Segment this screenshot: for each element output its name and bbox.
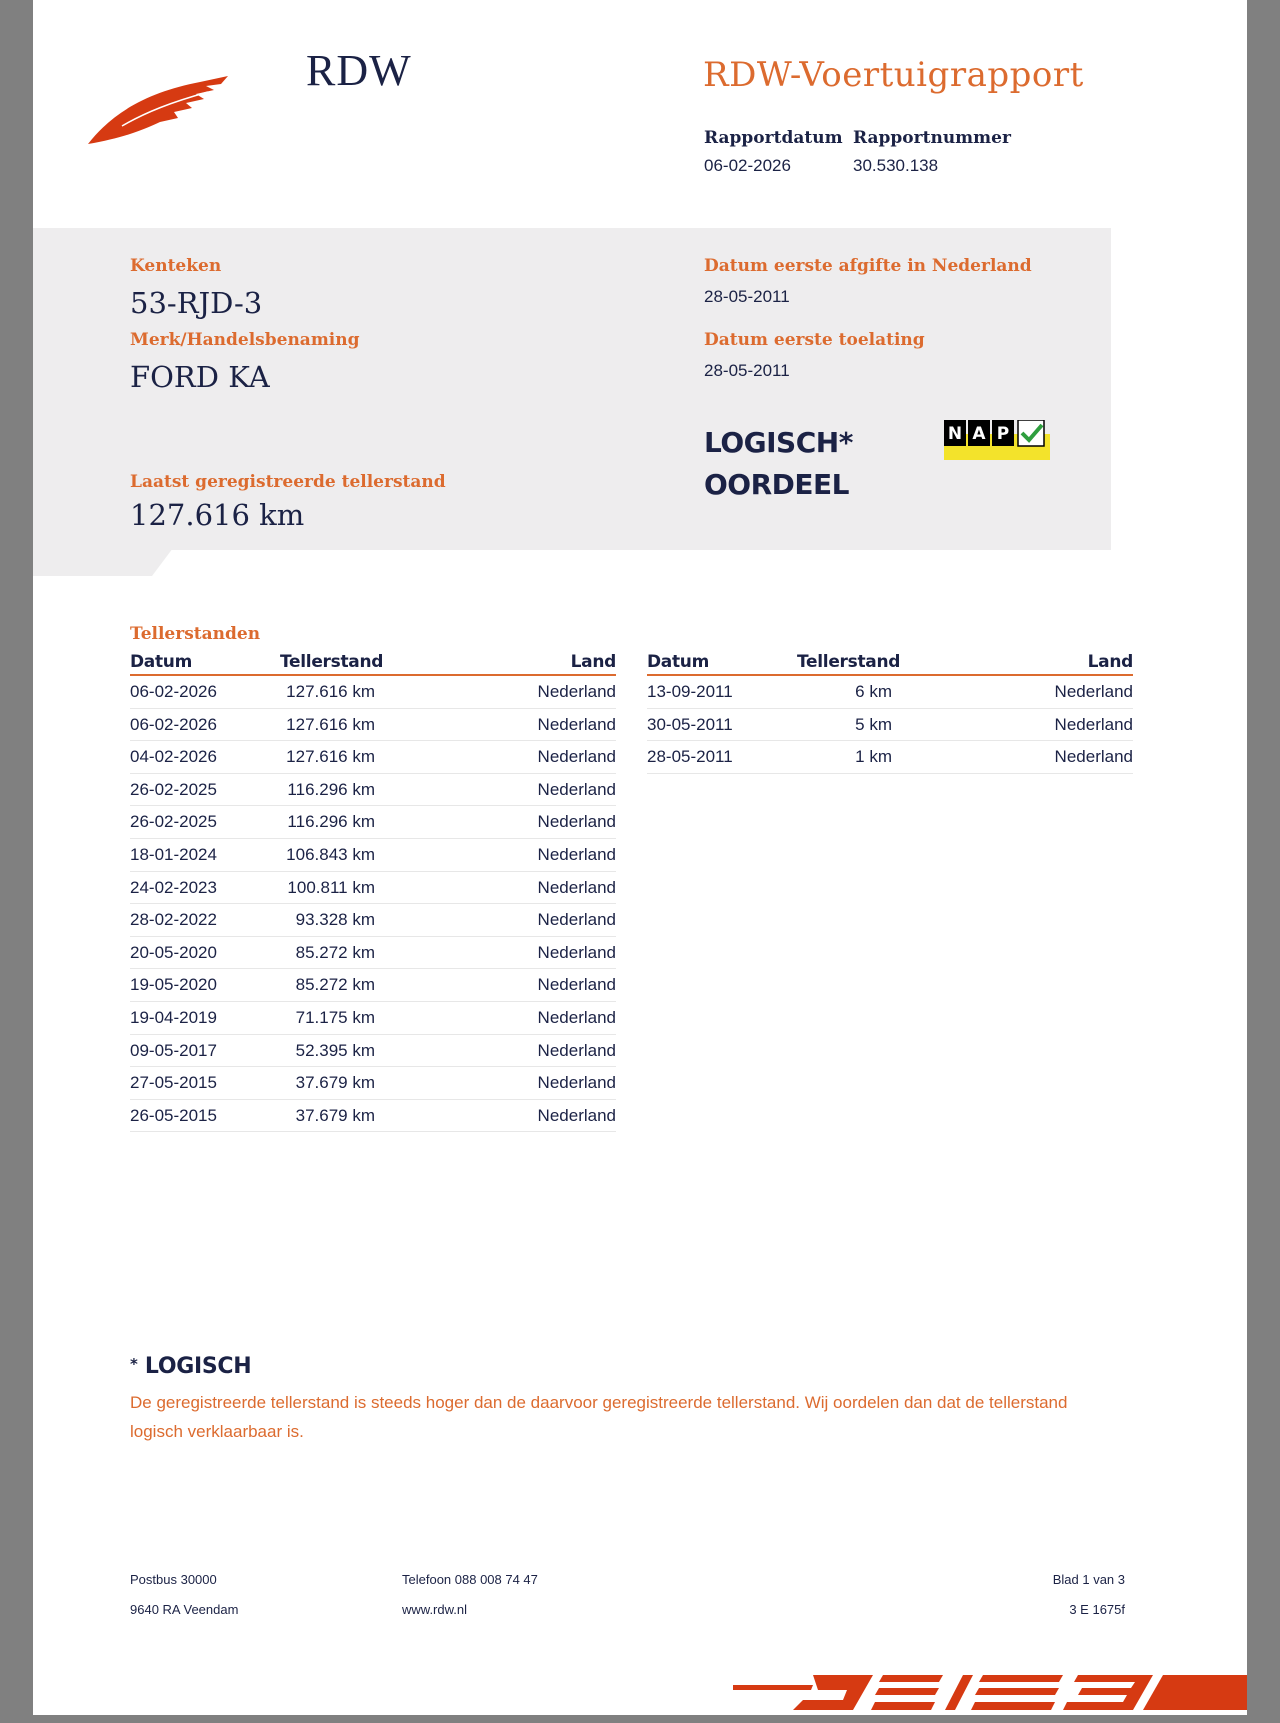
cell-tellerstand: 1 km bbox=[855, 747, 892, 767]
cell-land: Nederland bbox=[537, 877, 616, 897]
report-number-value: 30.530.138 bbox=[853, 156, 939, 175]
report-number-label: Rapportnummer bbox=[853, 128, 1011, 148]
cell-tellerstand: 93.328 km bbox=[295, 910, 375, 930]
readings-title: Tellerstanden bbox=[130, 624, 261, 644]
toelating-value: 28-05-2011 bbox=[704, 361, 790, 380]
verdict bbox=[704, 422, 853, 506]
cell-datum: 20-05-2020 bbox=[130, 942, 217, 962]
cell-datum: 19-05-2020 bbox=[130, 975, 217, 995]
footnote-text: De geregistreerde tellerstand is steeds hoger dan de daarvoor geregistreerde tellerstand. Wij oordelen dan dat de tellerstand logisch verklaarbaar is. bbox=[130, 1393, 1068, 1441]
cell-land: Nederland bbox=[537, 844, 616, 864]
cell-land: Nederland bbox=[537, 1073, 616, 1093]
cell-tellerstand: 85.272 km bbox=[295, 975, 375, 995]
cell-land: Nederland bbox=[537, 714, 616, 734]
report-date-block bbox=[704, 128, 843, 176]
cell-tellerstand: 85.272 km bbox=[295, 942, 375, 962]
cell-land: Nederland bbox=[1054, 714, 1133, 734]
cell-datum: 26-05-2015 bbox=[130, 1105, 217, 1125]
col-datum-header: Datum bbox=[130, 652, 193, 672]
readings-table-right bbox=[647, 652, 1133, 774]
kenteken-label: Kenteken bbox=[130, 256, 222, 276]
cell-land: Nederland bbox=[1054, 682, 1133, 701]
toelating-label: Datum eerste toelating bbox=[704, 330, 925, 350]
table-row bbox=[130, 676, 616, 709]
kenteken-value: 53-RJD-3 bbox=[130, 286, 263, 320]
table-header bbox=[130, 652, 616, 676]
cell-land: Nederland bbox=[537, 779, 616, 799]
cell-land: Nederland bbox=[537, 1007, 616, 1027]
tellerstand-label: Laatst geregistreerde tellerstand bbox=[130, 472, 446, 492]
cell-tellerstand: 127.616 km bbox=[286, 714, 375, 734]
rdw-logo bbox=[88, 40, 412, 150]
cell-tellerstand: 52.395 km bbox=[295, 1040, 375, 1060]
afgifte-value: 28-05-2011 bbox=[704, 287, 790, 306]
table-row bbox=[130, 1067, 616, 1100]
report-number-block bbox=[853, 128, 1011, 176]
col-tellerstand-header: Tellerstand bbox=[280, 652, 384, 672]
merk-value: FORD KA bbox=[130, 360, 270, 394]
report-date-value: 06-02-2026 bbox=[704, 156, 791, 175]
afgifte-label: Datum eerste afgifte in Nederland bbox=[704, 256, 1032, 276]
report-page bbox=[33, 0, 1247, 1715]
rdw-feather-icon bbox=[88, 72, 238, 152]
verdict-line-2: OORDEEL bbox=[704, 468, 850, 501]
table-row bbox=[647, 741, 1133, 774]
cell-datum: 26-02-2025 bbox=[130, 779, 217, 799]
cell-tellerstand: 116.296 km bbox=[287, 812, 375, 832]
cell-tellerstand: 106.843 km bbox=[286, 844, 375, 864]
cell-tellerstand: 37.679 km bbox=[295, 1105, 375, 1125]
cell-land: Nederland bbox=[537, 975, 616, 995]
cell-datum: 30-05-2011 bbox=[647, 714, 733, 734]
cell-land: Nederland bbox=[537, 942, 616, 962]
footer-postbus: Postbus 30000 bbox=[130, 1572, 217, 1587]
cell-tellerstand: 127.616 km bbox=[286, 682, 375, 701]
table-row bbox=[130, 806, 616, 839]
table-row bbox=[130, 774, 616, 807]
cell-land: Nederland bbox=[537, 682, 616, 701]
logo-text: RDW bbox=[306, 46, 412, 95]
report-title: RDW-Voertuigrapport bbox=[703, 55, 1084, 95]
table-row bbox=[647, 676, 1133, 709]
cell-datum: 18-01-2024 bbox=[130, 844, 217, 864]
panel-tab-decoration bbox=[33, 548, 173, 576]
table-row bbox=[130, 741, 616, 774]
cell-land: Nederland bbox=[537, 910, 616, 930]
footer-stripes-decoration bbox=[733, 1660, 1247, 1715]
cell-tellerstand: 5 km bbox=[855, 714, 892, 734]
col-land-header: Land bbox=[570, 652, 616, 672]
table-row bbox=[130, 904, 616, 937]
cell-datum: 09-05-2017 bbox=[130, 1040, 217, 1060]
footer-page-number: Blad 1 van 3 bbox=[1052, 1572, 1125, 1587]
footer-page-info bbox=[933, 1565, 1125, 1625]
cell-datum: 24-02-2023 bbox=[130, 877, 217, 897]
nap-letter-p: P bbox=[996, 424, 1010, 444]
cell-datum: 28-02-2022 bbox=[130, 910, 217, 930]
footnote-title-text: LOGISCH bbox=[144, 1354, 252, 1379]
cell-datum: 06-02-2026 bbox=[130, 682, 217, 701]
nap-letter-n: N bbox=[947, 424, 963, 444]
cell-land: Nederland bbox=[537, 1105, 616, 1125]
nap-letter-a: A bbox=[972, 424, 986, 444]
cell-tellerstand: 6 km bbox=[855, 682, 892, 701]
table-row bbox=[130, 1035, 616, 1068]
cell-datum: 13-09-2011 bbox=[647, 682, 733, 701]
col-datum-header: Datum bbox=[647, 652, 710, 672]
footer-telefoon: Telefoon 088 008 74 47 bbox=[402, 1572, 538, 1587]
verdict-line-1: LOGISCH* bbox=[704, 426, 853, 459]
cell-datum: 27-05-2015 bbox=[130, 1073, 217, 1093]
nap-logo-icon bbox=[944, 420, 1050, 460]
cell-datum: 04-02-2026 bbox=[130, 747, 217, 767]
cell-tellerstand: 71.175 km bbox=[295, 1007, 375, 1027]
table-row bbox=[130, 1002, 616, 1035]
table-row bbox=[130, 937, 616, 970]
table-row bbox=[130, 709, 616, 742]
footer-postcode: 9640 RA Veendam bbox=[130, 1602, 239, 1617]
cell-land: Nederland bbox=[537, 747, 616, 767]
cell-tellerstand: 100.811 km bbox=[287, 877, 375, 897]
table-row bbox=[130, 872, 616, 905]
footer-address bbox=[130, 1565, 238, 1625]
cell-tellerstand: 127.616 km bbox=[286, 747, 375, 767]
cell-datum: 19-04-2019 bbox=[130, 1007, 217, 1027]
col-land-header: Land bbox=[1087, 652, 1133, 672]
footnote-title bbox=[130, 1354, 251, 1379]
cell-tellerstand: 116.296 km bbox=[287, 779, 375, 799]
cell-land: Nederland bbox=[537, 1040, 616, 1060]
cell-datum: 28-05-2011 bbox=[647, 747, 733, 767]
footer-contact bbox=[402, 1565, 538, 1625]
footnote-star: * bbox=[130, 1355, 138, 1373]
cell-land: Nederland bbox=[537, 812, 616, 832]
table-row bbox=[130, 839, 616, 872]
readings-table-left bbox=[130, 652, 616, 1132]
tellerstand-value: 127.616 km bbox=[130, 498, 305, 532]
table-row bbox=[130, 969, 616, 1002]
cell-datum: 26-02-2025 bbox=[130, 812, 217, 832]
cell-land: Nederland bbox=[1054, 747, 1133, 767]
table-row bbox=[647, 709, 1133, 742]
merk-label: Merk/Handelsbenaming bbox=[130, 330, 360, 350]
table-header bbox=[647, 652, 1133, 676]
col-tellerstand-header: Tellerstand bbox=[797, 652, 901, 672]
footer-website[interactable]: www.rdw.nl bbox=[402, 1602, 468, 1617]
table-row bbox=[130, 1100, 616, 1133]
cell-tellerstand: 37.679 km bbox=[295, 1073, 375, 1093]
footer-code: 3 E 1675f bbox=[1069, 1602, 1125, 1617]
report-date-label: Rapportdatum bbox=[704, 128, 843, 148]
cell-datum: 06-02-2026 bbox=[130, 714, 217, 734]
